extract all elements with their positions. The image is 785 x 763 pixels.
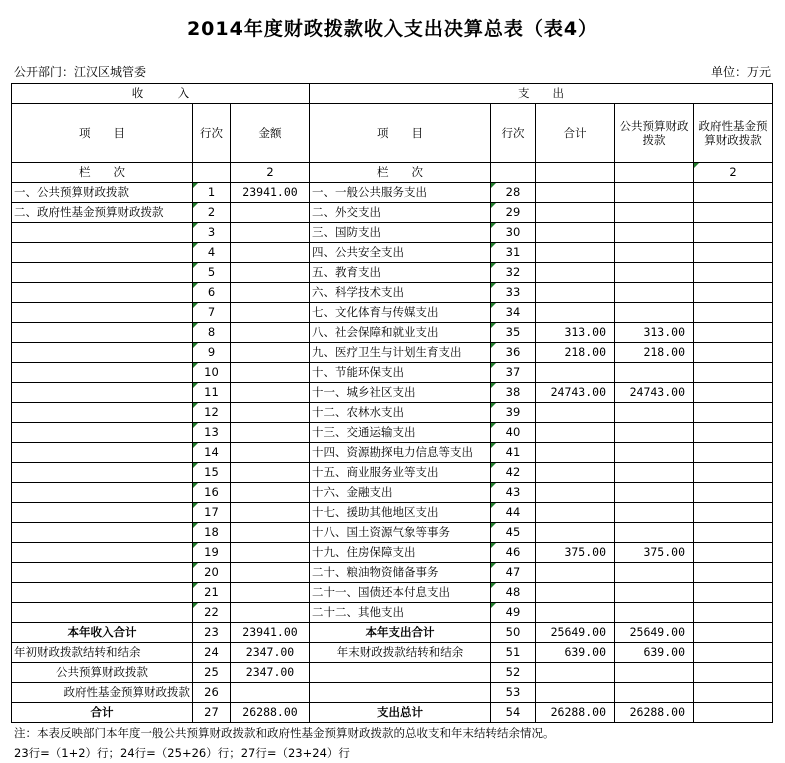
expense-item-header: 项 目 [310,104,491,163]
summary-row [12,623,773,643]
expense-public-budget [615,203,694,223]
expense-total [536,563,615,583]
summary-expense-total: 25649.00 [536,623,615,643]
income-row-no: 13 [193,423,231,443]
expense-row-no: 34 [491,303,536,323]
income-item [12,583,193,603]
expense-col-number: 2 [694,163,773,183]
expense-col-no [491,163,536,183]
expense-item: 八、社会保障和就业支出 [310,323,491,343]
income-amount [231,403,310,423]
income-col-no [193,163,231,183]
summary-expense-total [536,683,615,703]
income-item [12,383,193,403]
expense-total [536,363,615,383]
expense-public-budget [615,563,694,583]
summary-expense-total: 26288.00 [536,703,615,723]
summary-income-row-no: 24 [193,643,231,663]
expense-row-no: 32 [491,263,536,283]
income-row-no: 4 [193,243,231,263]
summary-income-item: 合计 [12,703,193,723]
expense-public-budget [615,403,694,423]
income-amount [231,263,310,283]
note-line-2: 23行=（1+2）行；24行=（25+26）行；27行=（23+24）行 [14,746,350,760]
income-amount [231,423,310,443]
expense-row-no: 47 [491,563,536,583]
expense-total [536,403,615,423]
table-row [12,603,773,623]
expense-total [536,443,615,463]
expense-public-budget: 313.00 [615,323,694,343]
expense-row-no: 31 [491,243,536,263]
expense-gov-fund [694,343,773,363]
table-row [12,443,773,463]
income-amount [231,603,310,623]
expense-public-budget: 218.00 [615,343,694,363]
expense-item: 十、节能环保支出 [310,363,491,383]
expense-item: 十八、国土资源气象等事务 [310,523,491,543]
expense-gov-fund [694,423,773,443]
income-row-no: 22 [193,603,231,623]
table-row [12,423,773,443]
expense-item: 六、科学技术支出 [310,283,491,303]
income-row-no: 7 [193,303,231,323]
expense-total-header: 合计 [536,104,615,163]
note-line-1: 注：本表反映部门本年度一般公共预算财政拨款和政府性基金预算财政拨款的总收支和年末结转结余情况。 [14,726,555,740]
expense-item: 二十二、其他支出 [310,603,491,623]
income-item [12,423,193,443]
summary-row [12,703,773,723]
expense-item: 十二、农林水支出 [310,403,491,423]
summary-expense-public-budget: 25649.00 [615,623,694,643]
summary-row [12,643,773,663]
expense-total [536,583,615,603]
income-item [12,483,193,503]
expense-gov-fund [694,383,773,403]
expense-gov-fund [694,443,773,463]
summary-expense-gov-fund [694,703,773,723]
expense-total [536,423,615,443]
income-amount [231,503,310,523]
table-row [12,223,773,243]
expense-gov-fund [694,523,773,543]
table-row [12,383,773,403]
department-label: 公开部门：江汉区城管委 [14,65,147,79]
table-row [12,203,773,223]
expense-gov-fund [694,323,773,343]
income-item [12,323,193,343]
expense-total [536,243,615,263]
income-header: 收 入 [12,84,310,104]
expense-public-budget [615,303,694,323]
expense-col-label: 栏 次 [310,163,491,183]
summary-expense-public-budget: 26288.00 [615,703,694,723]
table-row [12,463,773,483]
income-item [12,543,193,563]
expense-item: 二十一、国债还本付息支出 [310,583,491,603]
expense-public-budget [615,503,694,523]
summary-income-amount: 23941.00 [231,623,310,643]
expense-row-no: 44 [491,503,536,523]
expense-total [536,483,615,503]
expense-public-budget: 375.00 [615,543,694,563]
income-item: 二、政府性基金预算财政拨款 [12,203,193,223]
income-row-no-header: 行次 [193,104,231,163]
expense-gov-fund [694,303,773,323]
income-amount [231,283,310,303]
expense-row-no: 43 [491,483,536,503]
expense-item: 十六、金融支出 [310,483,491,503]
income-row-no: 6 [193,283,231,303]
summary-income-row-no: 27 [193,703,231,723]
income-item [12,403,193,423]
expense-public-budget [615,283,694,303]
expense-item: 十四、资源勘探电力信息等支出 [310,443,491,463]
page-title: 2014年度财政拨款收入支出决算总表（表4） [186,18,599,40]
summary-row [12,663,773,683]
gov-fund-header: 政府性基金预算财政拨款 [694,104,773,163]
income-item [12,243,193,263]
expense-row-no: 28 [491,183,536,203]
expense-total [536,283,615,303]
expense-gov-fund [694,263,773,283]
expense-total: 218.00 [536,343,615,363]
expense-total [536,223,615,243]
summary-expense-item: 支出总计 [310,703,491,723]
expense-total: 313.00 [536,323,615,343]
income-row-no: 21 [193,583,231,603]
income-item [12,363,193,383]
income-amount [231,443,310,463]
income-row-no: 15 [193,463,231,483]
summary-expense-item: 本年支出合计 [310,623,491,643]
table-row [12,523,773,543]
expense-total [536,303,615,323]
expense-gov-fund [694,283,773,303]
table-row [12,403,773,423]
income-col-number: 2 [231,163,310,183]
income-item [12,263,193,283]
expense-total [536,603,615,623]
income-amount [231,243,310,263]
income-row-no: 2 [193,203,231,223]
expense-item: 五、教育支出 [310,263,491,283]
expense-col-total [536,163,615,183]
income-amount [231,363,310,383]
expense-gov-fund [694,583,773,603]
expense-public-budget [615,263,694,283]
expense-gov-fund [694,183,773,203]
expense-total: 24743.00 [536,383,615,403]
expense-row-no: 39 [491,403,536,423]
expense-row-no: 30 [491,223,536,243]
summary-income-amount: 2347.00 [231,663,310,683]
summary-expense-public-budget [615,683,694,703]
expense-gov-fund [694,223,773,243]
income-row-no: 1 [193,183,231,203]
table-row [12,343,773,363]
summary-expense-gov-fund [694,683,773,703]
income-amount [231,323,310,343]
expense-public-budget [615,463,694,483]
summary-expense-gov-fund [694,663,773,683]
income-row-no: 19 [193,543,231,563]
expense-row-no: 46 [491,543,536,563]
table-row [12,323,773,343]
income-row-no: 14 [193,443,231,463]
expense-gov-fund [694,403,773,423]
income-row-no: 11 [193,383,231,403]
summary-expense-gov-fund [694,643,773,663]
expense-header: 支 出 [310,84,773,104]
summary-expense-public-budget [615,663,694,683]
expense-public-budget [615,443,694,463]
income-amount [231,303,310,323]
expense-public-budget: 24743.00 [615,383,694,403]
income-col-label: 栏 次 [12,163,193,183]
expense-item: 二十、粮油物资储备事务 [310,563,491,583]
income-row-no: 16 [193,483,231,503]
summary-income-row-no: 25 [193,663,231,683]
expense-item: 九、医疗卫生与计划生育支出 [310,343,491,363]
summary-income-amount: 2347.00 [231,643,310,663]
summary-income-amount [231,683,310,703]
unit-label: 单位：万元 [710,65,771,79]
income-item [12,443,193,463]
expense-item: 四、公共安全支出 [310,243,491,263]
expense-total [536,183,615,203]
expense-gov-fund [694,203,773,223]
income-item [12,283,193,303]
expense-row-no: 37 [491,363,536,383]
expense-gov-fund [694,603,773,623]
expense-gov-fund [694,243,773,263]
summary-income-item: 本年收入合计 [12,623,193,643]
income-amount [231,463,310,483]
summary-income-row-no: 23 [193,623,231,643]
income-amount [231,483,310,503]
expense-row-no-header: 行次 [491,104,536,163]
expense-total [536,523,615,543]
income-row-no: 20 [193,563,231,583]
expense-row-no: 33 [491,283,536,303]
expense-item: 十七、援助其他地区支出 [310,503,491,523]
summary-expense-row-no: 53 [491,683,536,703]
summary-expense-row-no: 52 [491,663,536,683]
expense-public-budget [615,223,694,243]
expense-total [536,463,615,483]
income-item: 一、公共预算财政拨款 [12,183,193,203]
expense-item: 三、国防支出 [310,223,491,243]
summary-row [12,683,773,703]
final-accounts-table [11,83,773,723]
public-budget-header: 公共预算财政拨款 [615,104,694,163]
expense-row-no: 45 [491,523,536,543]
summary-expense-gov-fund [694,623,773,643]
expense-public-budget [615,523,694,543]
table-row [12,243,773,263]
summary-expense-item [310,683,491,703]
table-row [12,583,773,603]
income-item [12,603,193,623]
income-amount [231,383,310,403]
income-item [12,223,193,243]
table-row [12,263,773,283]
expense-row-no: 35 [491,323,536,343]
income-item [12,343,193,363]
expense-public-budget [615,603,694,623]
summary-expense-total: 639.00 [536,643,615,663]
income-item [12,463,193,483]
summary-income-item: 政府性基金预算财政拨款 [12,683,193,703]
income-amount [231,563,310,583]
expense-item: 七、文化体育与传媒支出 [310,303,491,323]
income-item-header: 项 目 [12,104,193,163]
income-item [12,563,193,583]
table-row [12,363,773,383]
summary-income-item: 年初财政拨款结转和结余 [12,643,193,663]
income-item [12,523,193,543]
summary-income-amount: 26288.00 [231,703,310,723]
expense-gov-fund [694,543,773,563]
income-row-no: 9 [193,343,231,363]
income-amount [231,223,310,243]
expense-item: 十五、商业服务业等支出 [310,463,491,483]
summary-expense-row-no: 54 [491,703,536,723]
income-row-no: 12 [193,403,231,423]
income-amount [231,543,310,563]
expense-public-budget [615,243,694,263]
table-row [12,283,773,303]
expense-public-budget [615,583,694,603]
income-row-no: 3 [193,223,231,243]
income-item [12,503,193,523]
expense-total [536,503,615,523]
summary-expense-item: 年末财政拨款结转和结余 [310,643,491,663]
expense-public-budget [615,183,694,203]
income-amount [231,203,310,223]
table-row [12,503,773,523]
summary-expense-public-budget: 639.00 [615,643,694,663]
table-row [12,563,773,583]
income-amount [231,583,310,603]
income-row-no: 17 [193,503,231,523]
income-row-no: 18 [193,523,231,543]
income-item [12,303,193,323]
expense-row-no: 42 [491,463,536,483]
expense-total [536,203,615,223]
expense-total: 375.00 [536,543,615,563]
expense-item: 十一、城乡社区支出 [310,383,491,403]
income-row-no: 5 [193,263,231,283]
summary-expense-item [310,663,491,683]
expense-item: 十九、住房保障支出 [310,543,491,563]
income-amount [231,523,310,543]
summary-expense-row-no: 51 [491,643,536,663]
expense-col-pub [615,163,694,183]
income-amount [231,343,310,363]
income-amount: 23941.00 [231,183,310,203]
table-row [12,483,773,503]
expense-row-no: 49 [491,603,536,623]
table-row [12,183,773,203]
table-row [12,543,773,563]
expense-row-no: 36 [491,343,536,363]
income-amount-header: 金额 [231,104,310,163]
income-row-no: 8 [193,323,231,343]
expense-row-no: 29 [491,203,536,223]
summary-income-row-no: 26 [193,683,231,703]
expense-public-budget [615,363,694,383]
expense-item: 一、一般公共服务支出 [310,183,491,203]
expense-total [536,263,615,283]
expense-gov-fund [694,563,773,583]
expense-row-no: 41 [491,443,536,463]
expense-gov-fund [694,483,773,503]
expense-gov-fund [694,463,773,483]
expense-item: 二、外交支出 [310,203,491,223]
summary-expense-total [536,663,615,683]
income-row-no: 10 [193,363,231,383]
expense-row-no: 38 [491,383,536,403]
expense-gov-fund [694,363,773,383]
expense-row-no: 40 [491,423,536,443]
summary-expense-row-no: 50 [491,623,536,643]
expense-gov-fund [694,503,773,523]
summary-income-item: 公共预算财政拨款 [12,663,193,683]
expense-row-no: 48 [491,583,536,603]
table-row [12,303,773,323]
expense-public-budget [615,483,694,503]
expense-item: 十三、交通运输支出 [310,423,491,443]
expense-public-budget [615,423,694,443]
